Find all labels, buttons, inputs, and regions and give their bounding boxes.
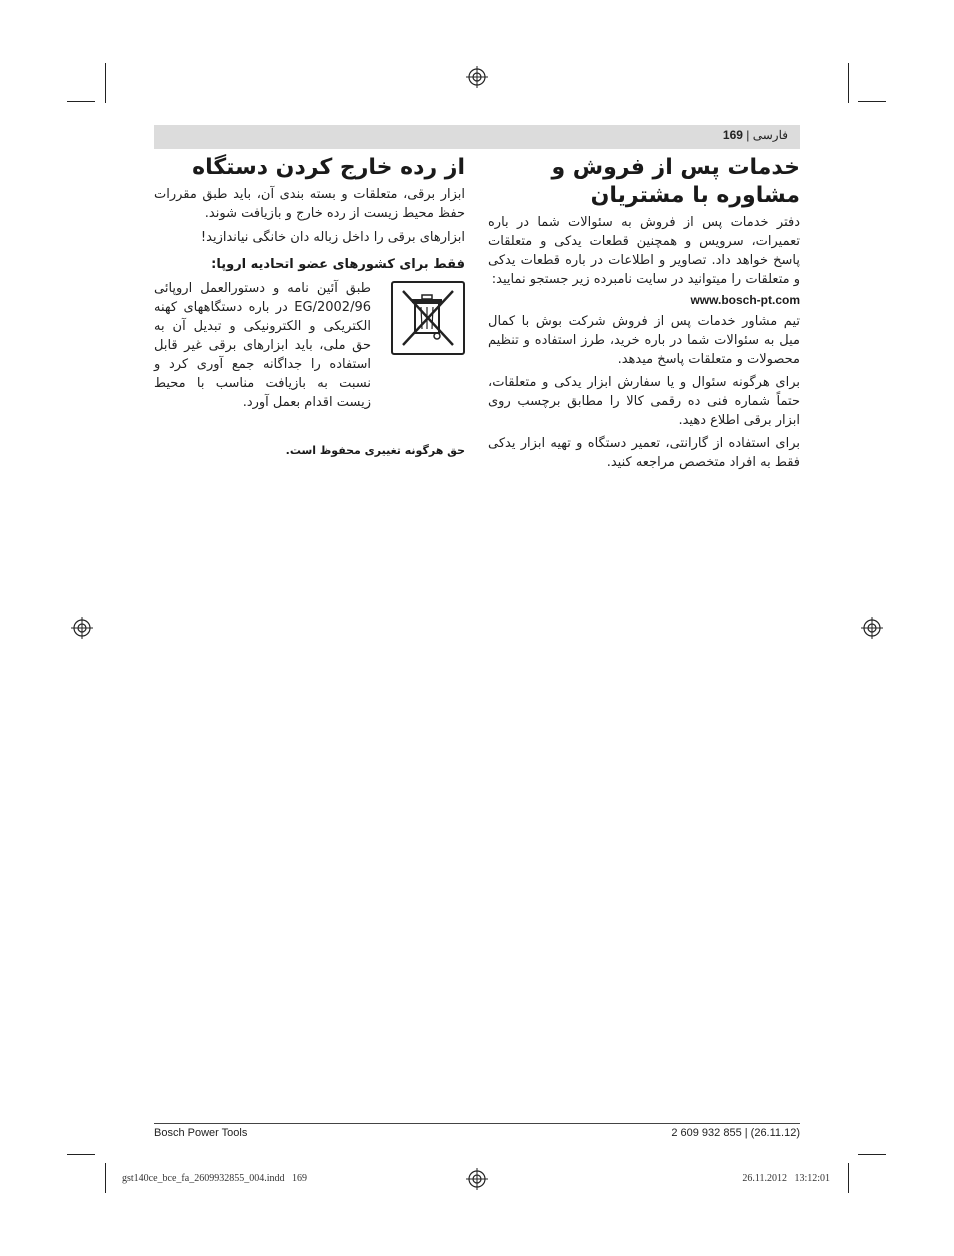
registration-mark-icon xyxy=(861,617,883,639)
crop-mark xyxy=(848,63,849,103)
crop-mark xyxy=(105,63,106,103)
paragraph: دفتر خدمات پس از فروش به سئوالات شما در باره تعمیرات، سرویس و همچنین قطعات یدکی و متعلقات پاسخ خواهد داد. تصاویر و اطلاعات در باره قطعات یدکی و متعلقات را میتوانید در سایت نامبرده زیر جستجو نمایید: xyxy=(488,215,800,287)
section-title-disposal: از رده خارج کردن دستگاه xyxy=(192,155,465,180)
print-slug-date: 26.11.2012 13:12:01 xyxy=(742,1173,830,1184)
crop-mark xyxy=(858,1154,886,1155)
page-header xyxy=(723,128,788,142)
weee-symbol xyxy=(391,281,465,355)
crossed-out-wheelie-bin-icon xyxy=(393,283,463,353)
print-slug-file: gst140ce_bce_fa_2609932855_004.indd 169 xyxy=(122,1173,307,1184)
footer-doc-number: 2 609 932 855 | (26.11.12) xyxy=(671,1127,800,1139)
header-separator: | xyxy=(746,128,750,142)
footer-brand: Bosch Power Tools xyxy=(154,1127,248,1139)
footer-rule xyxy=(154,1123,800,1124)
paragraph: برای استفاده از گارانتی، تعمیر دستگاه و تهیه ابزار یدکی فقط به افراد متخصص مراجعه کنید. xyxy=(488,436,800,470)
crop-mark xyxy=(67,1154,95,1155)
copyright-note: حق هرگونه تغییری محفوظ است. xyxy=(285,444,465,457)
right-column xyxy=(488,154,800,472)
website-link[interactable]: www.bosch-pt.com xyxy=(690,293,800,307)
warning-paragraph: ابزارهای برقی را داخل زباله دان خانگی نیاندازید! xyxy=(200,230,465,245)
paragraph: تیم مشاور خدمات پس از فروش شرکت بوش با کمال میل به سئوالات شما در باره خرید، طرز استفاده و تنظیم محصولات و متعلقات پاسخ میدهد. xyxy=(488,314,800,367)
section-title-after-sales: خدمات پس از فروش و مشاوره با مشتریان xyxy=(551,155,800,208)
registration-mark-icon xyxy=(71,617,93,639)
page-language: فارسی xyxy=(752,128,788,142)
page-number: 169 xyxy=(722,128,743,142)
crop-mark xyxy=(848,1163,849,1193)
registration-mark-icon xyxy=(466,1168,488,1190)
left-column xyxy=(154,154,465,459)
crop-mark xyxy=(67,101,95,102)
crop-mark xyxy=(858,101,886,102)
eu-subheading: فقط برای کشورهای عضو اتحادیه اروپا: xyxy=(211,257,465,272)
registration-mark-icon xyxy=(466,66,488,88)
page-header-bar xyxy=(154,125,800,149)
eu-block xyxy=(154,279,465,429)
paragraph: طبق آئین نامه و دستورالعمل اروپائی 2002/96/EG در باره دستگاههای کهنه الکتریکی و الکترونیکی و تبدیل آن به حق ملی، باید ابزارهای برقی غیر قابل استفاده را جداگانه جمع آوری کرد و نسبت به بازیافت مناسب با محیط زیست اقدام بعمل آورد. xyxy=(154,281,371,410)
paragraph: برای هرگونه سئوال و یا سفارش ابزار یدکی و متعلقات، حتماً شماره فنی ده رقمی کالا را مطابق برچسب روی ابزار برقی اطلاع دهید. xyxy=(488,375,800,428)
crop-mark xyxy=(105,1163,106,1193)
paragraph: ابزار برقی، متعلقات و بسته بندی آن، باید طبق مقررات حفظ محیط زیست از رده خارج و بازیافت شوند. xyxy=(154,187,465,221)
